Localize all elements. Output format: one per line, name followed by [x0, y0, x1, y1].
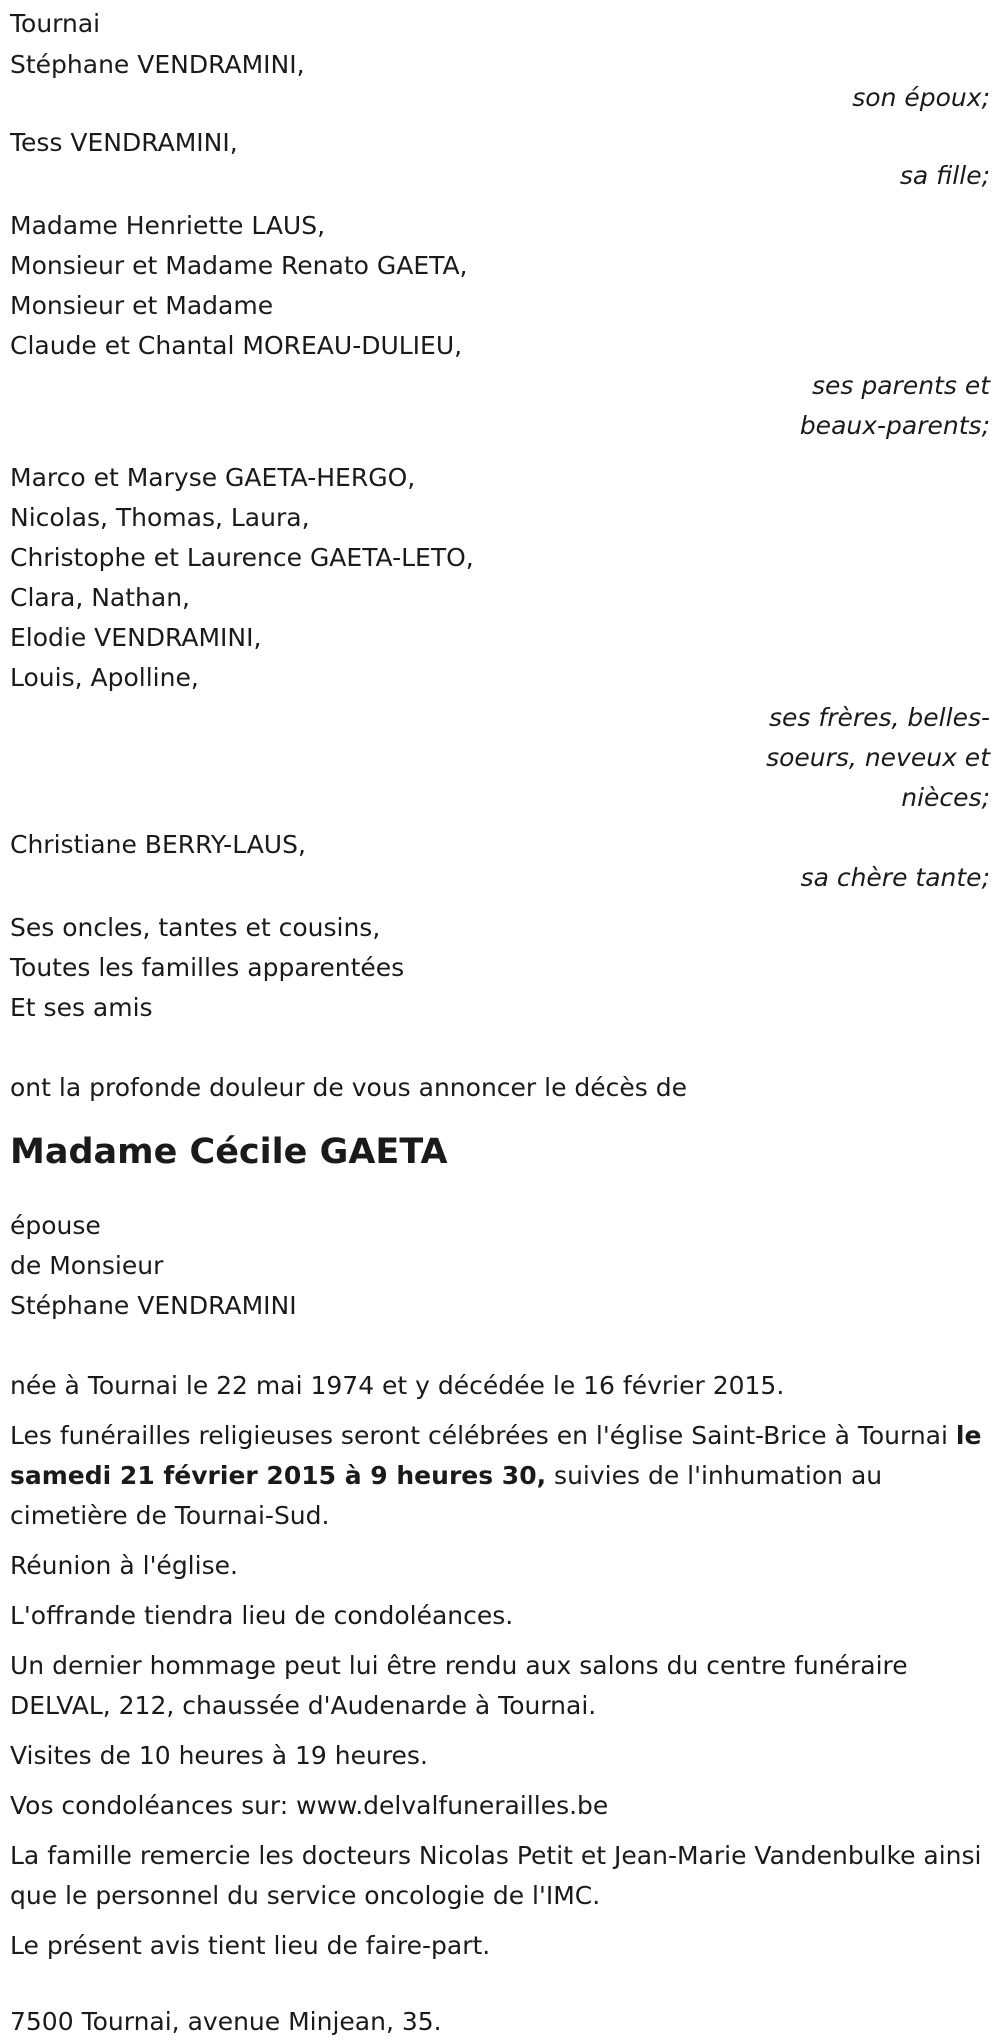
deceased-name: Madame Cécile GAETA: [10, 1132, 448, 1172]
family-group-daughter: [10, 128, 992, 194]
family-name: Christiane BERRY-LAUS,: [10, 830, 306, 859]
funeral-text-start: Les funérailles religieuses seront célébrées en l'église Saint-Brice à Tournai: [10, 1421, 956, 1450]
funeral-date: le samedi 21 février 2015 à 9 heures 30,: [10, 1421, 982, 1490]
family-relation: sa chère tante;: [800, 863, 990, 892]
city-heading: Tournai: [10, 9, 101, 38]
family-group-spouse: [10, 50, 992, 116]
family-relation: sa fille;: [899, 161, 990, 190]
family-name: Nicolas, Thomas, Laura,: [10, 503, 310, 532]
family-name: Clara, Nathan,: [10, 583, 190, 612]
family-name: Monsieur et Madame Renato GAETA,: [10, 251, 468, 280]
spouse-line: de Monsieur: [10, 1251, 164, 1280]
family-name: Monsieur et Madame: [10, 291, 274, 320]
family-address: 7500 Tournai, avenue Minjean, 35.: [10, 2007, 442, 2036]
other-relatives-line: Ses oncles, tantes et cousins,: [10, 913, 381, 942]
family-group-parents: [10, 206, 992, 446]
other-relatives: [10, 908, 992, 1028]
family-name: Claude et Chantal MOREAU-DULIEU,: [10, 331, 463, 360]
funeral-paragraph: [10, 1416, 992, 1536]
obituary-notice: [10, 4, 992, 2042]
meeting-text: Réunion à l'église.: [10, 1551, 238, 1580]
family-name: Christophe et Laurence GAETA-LETO,: [10, 543, 474, 572]
family-relation: ses parents et: [811, 371, 990, 400]
visits-text: Visites de 10 heures à 19 heures.: [10, 1741, 428, 1770]
family-name: Stéphane VENDRAMINI,: [10, 50, 305, 79]
family-name: Elodie VENDRAMINI,: [10, 623, 262, 652]
announcement-text: ont la profonde douleur de vous annoncer le décès de: [10, 1073, 688, 1102]
funeral-text-end: suivies de l'inhumation au cimetière de Tournai-Sud.: [10, 1461, 883, 1530]
family-relation: beaux-parents;: [799, 411, 990, 440]
family-name: Marco et Maryse GAETA-HERGO,: [10, 463, 416, 492]
family-relation: soeurs, neveux et: [766, 743, 990, 772]
spouse-line: Stéphane VENDRAMINI: [10, 1291, 297, 1320]
family-name: Madame Henriette LAUS,: [10, 211, 326, 240]
spouse-info: [10, 1206, 992, 1326]
thanks-text: La famille remercie les docteurs Nicolas Petit et Jean-Marie Vandenbulke ainsi que le personnel du service oncologie de l'IMC.: [10, 1841, 982, 1910]
offering-text: L'offrande tiendra lieu de condoléances.: [10, 1601, 514, 1630]
family-relation: son époux;: [852, 83, 990, 112]
notice-text: Le présent avis tient lieu de faire-part.: [10, 1931, 491, 1960]
spouse-line: épouse: [10, 1211, 101, 1240]
family-relation: nièces;: [901, 783, 990, 812]
family-group-aunt: [10, 830, 992, 896]
family-relation: ses frères, belles-: [769, 703, 990, 732]
tribute-text: Un dernier hommage peut lui être rendu aux salons du centre funéraire DELVAL, 212, chaussée d'Audenarde à Tournai.: [10, 1651, 908, 1720]
family-group-siblings: [10, 458, 992, 818]
birth-death-text: née à Tournai le 22 mai 1974 et y décédée le 16 février 2015.: [10, 1371, 785, 1400]
family-name: Tess VENDRAMINI,: [10, 128, 238, 157]
condolences-text: Vos condoléances sur: www.delvalfunerailles.be: [10, 1791, 609, 1820]
other-relatives-line: Toutes les familles apparentées: [10, 953, 405, 982]
family-name: Louis, Apolline,: [10, 663, 199, 692]
other-relatives-line: Et ses amis: [10, 993, 153, 1022]
